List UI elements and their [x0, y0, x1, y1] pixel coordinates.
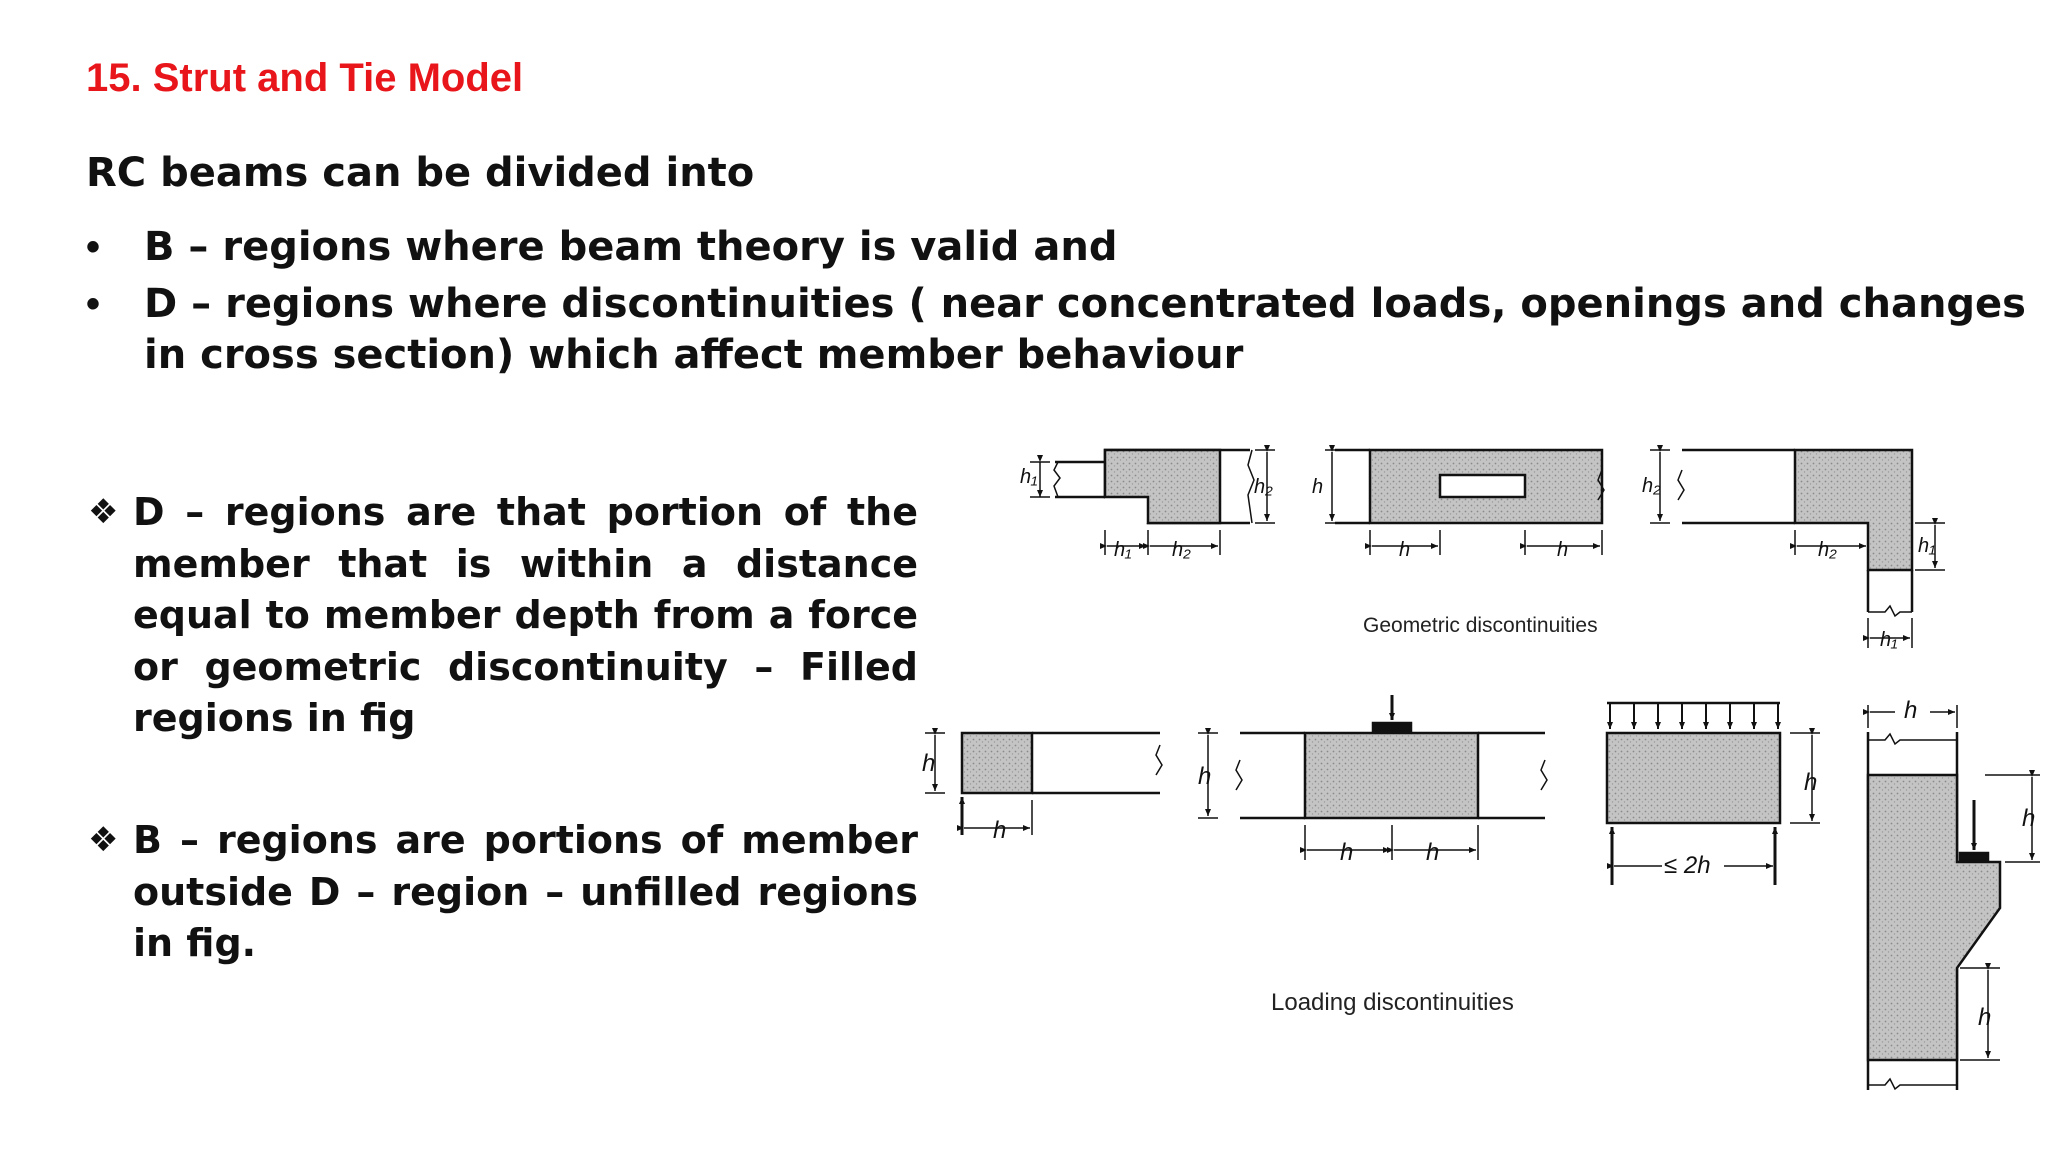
dim-label-h2: h₂ — [1818, 539, 1837, 561]
bullet-text: D – regions where discontinuities ( near concentrated loads, openings and changes in cross section) which affect member behaviour — [144, 281, 2026, 378]
dim-label-h: h — [1198, 763, 1212, 790]
dim-label-h: h — [1904, 697, 1918, 724]
geometric-corner-frame — [1650, 450, 1945, 648]
dim-label-h: h — [1399, 539, 1411, 561]
dim-label-h1: h₁ — [1114, 539, 1132, 561]
dim-label-h: h — [1426, 839, 1440, 866]
dim-label-h: h — [922, 750, 936, 777]
dim-label-h2: h₂ — [1172, 539, 1191, 561]
note-text: B – regions are portions of member outside D – region – unfilled regions in fig. — [133, 818, 918, 965]
loading-column-corbel — [1868, 705, 2040, 1090]
dim-label-h: h — [1312, 476, 1324, 498]
diamond-bullet-icon: ❖ — [88, 820, 119, 860]
dim-label-h: h — [1340, 839, 1354, 866]
bullet-dot-icon: • — [86, 282, 101, 326]
dim-label-h: h — [1978, 1004, 1992, 1031]
dim-label-le2h: ≤ 2h — [1664, 852, 1711, 879]
slide-title: 15. Strut and Tie Model — [86, 56, 524, 100]
geometric-step-beam — [1030, 450, 1275, 555]
dim-label-h1: h₁ — [1020, 466, 1038, 488]
dim-label-h: h — [1804, 769, 1818, 796]
dim-label-h2: h₂ — [1642, 475, 1661, 497]
loading-point-load — [1198, 695, 1547, 860]
dim-label-h2: h₂ — [1254, 476, 1273, 498]
intro-text: RC beams can be divided into — [86, 150, 755, 196]
dim-label-h1: h₁ — [1918, 535, 1936, 557]
bullet-dot-icon: • — [86, 225, 101, 269]
diamond-bullet-icon: ❖ — [88, 492, 119, 532]
geometric-caption: Geometric discontinuities — [1363, 614, 1598, 637]
note-text: D – regions are that portion of the member that is within a distance equal to member depth from a force or geometric discontinuity – Filled regions in fig — [133, 490, 918, 740]
dim-label-h: h — [993, 817, 1007, 844]
loading-caption: Loading discontinuities — [1271, 989, 1514, 1016]
dim-label-h: h — [2022, 805, 2036, 832]
loading-deep-beam — [1607, 703, 1820, 885]
bullet-text: B – regions where beam theory is valid and — [144, 224, 1118, 270]
loading-end-support — [925, 733, 1162, 835]
dim-label-h: h — [1557, 539, 1569, 561]
dim-label-h1: h₁ — [1880, 629, 1898, 651]
